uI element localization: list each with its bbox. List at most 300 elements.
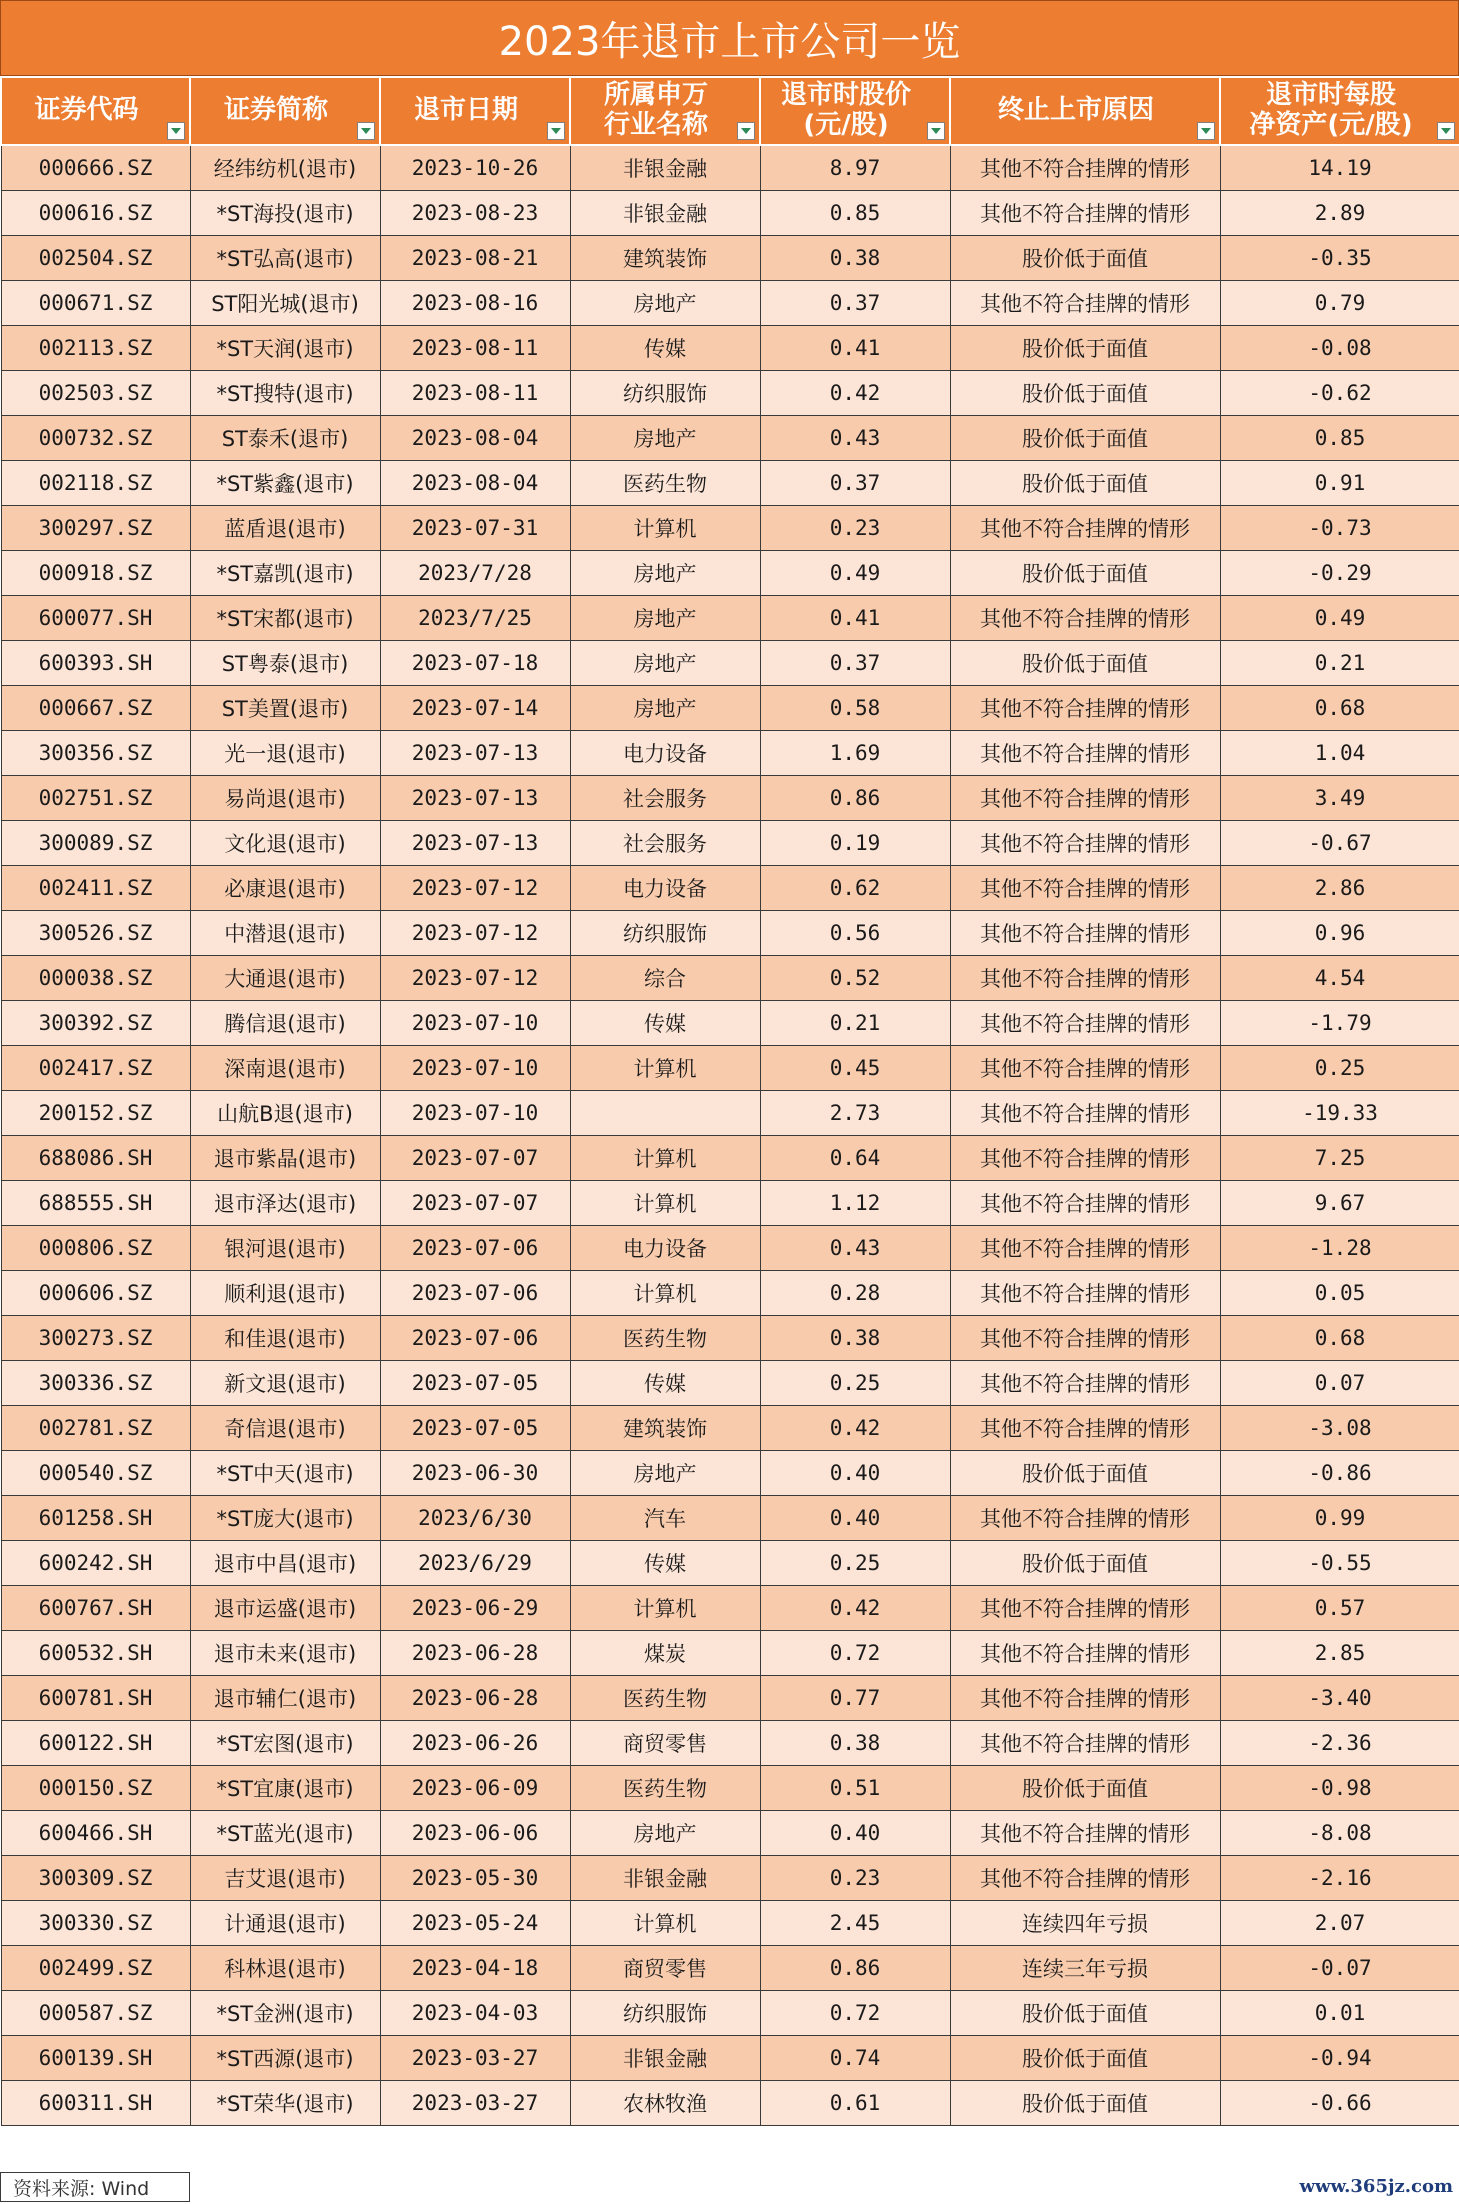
- table-cell[interactable]: 200152.SZ: [1, 1091, 190, 1136]
- table-cell[interactable]: 汽车: [570, 1496, 760, 1541]
- table-cell[interactable]: 0.40: [760, 1496, 950, 1541]
- table-cell[interactable]: 股价低于面值: [950, 461, 1220, 506]
- table-cell[interactable]: *ST蓝光(退市): [190, 1811, 380, 1856]
- table-cell[interactable]: 600393.SH: [1, 641, 190, 686]
- table-cell[interactable]: 0.99: [1220, 1496, 1459, 1541]
- table-cell[interactable]: -0.08: [1220, 326, 1459, 371]
- table-cell[interactable]: 600122.SH: [1, 1721, 190, 1766]
- table-cell[interactable]: 688086.SH: [1, 1136, 190, 1181]
- table-cell[interactable]: 传媒: [570, 1361, 760, 1406]
- table-cell[interactable]: 0.05: [1220, 1271, 1459, 1316]
- table-cell[interactable]: 其他不符合挂牌的情形: [950, 281, 1220, 326]
- table-cell[interactable]: 0.38: [760, 1721, 950, 1766]
- table-cell[interactable]: 其他不符合挂牌的情形: [950, 776, 1220, 821]
- table-cell[interactable]: 非银金融: [570, 1856, 760, 1901]
- table-cell[interactable]: *ST弘高(退市): [190, 236, 380, 281]
- table-cell[interactable]: 000806.SZ: [1, 1226, 190, 1271]
- table-cell[interactable]: 连续四年亏损: [950, 1901, 1220, 1946]
- table-cell[interactable]: 2023/7/25: [380, 596, 570, 641]
- table-cell[interactable]: 其他不符合挂牌的情形: [950, 506, 1220, 551]
- table-cell[interactable]: 计通退(退市): [190, 1901, 380, 1946]
- table-cell[interactable]: 0.42: [760, 1586, 950, 1631]
- table-cell[interactable]: 2023-05-24: [380, 1901, 570, 1946]
- table-cell[interactable]: 600466.SH: [1, 1811, 190, 1856]
- table-cell[interactable]: 688555.SH: [1, 1181, 190, 1226]
- table-cell[interactable]: ST粤泰(退市): [190, 641, 380, 686]
- table-cell[interactable]: 0.57: [1220, 1586, 1459, 1631]
- table-cell[interactable]: 电力设备: [570, 866, 760, 911]
- table-cell[interactable]: -1.28: [1220, 1226, 1459, 1271]
- table-cell[interactable]: 0.51: [760, 1766, 950, 1811]
- table-cell[interactable]: 山航B退(退市): [190, 1091, 380, 1136]
- table-cell[interactable]: 计算机: [570, 506, 760, 551]
- table-cell[interactable]: -3.40: [1220, 1676, 1459, 1721]
- table-cell[interactable]: *ST金洲(退市): [190, 1991, 380, 2036]
- table-cell[interactable]: -1.79: [1220, 1001, 1459, 1046]
- table-cell[interactable]: 计算机: [570, 1271, 760, 1316]
- table-cell[interactable]: 0.86: [760, 776, 950, 821]
- table-cell[interactable]: 9.67: [1220, 1181, 1459, 1226]
- table-cell[interactable]: 2.86: [1220, 866, 1459, 911]
- filter-dropdown-icon[interactable]: [927, 122, 945, 140]
- table-cell[interactable]: 房地产: [570, 281, 760, 326]
- table-cell[interactable]: 1.12: [760, 1181, 950, 1226]
- table-cell[interactable]: 0.72: [760, 1631, 950, 1676]
- table-cell[interactable]: 0.43: [760, 1226, 950, 1271]
- table-cell[interactable]: 600242.SH: [1, 1541, 190, 1586]
- table-cell[interactable]: 600781.SH: [1, 1676, 190, 1721]
- table-cell[interactable]: 2023-07-13: [380, 731, 570, 776]
- table-cell[interactable]: 其他不符合挂牌的情形: [950, 145, 1220, 191]
- table-cell[interactable]: 2023-07-05: [380, 1406, 570, 1451]
- table-cell[interactable]: 300526.SZ: [1, 911, 190, 956]
- table-cell[interactable]: 商贸零售: [570, 1946, 760, 1991]
- table-cell[interactable]: 其他不符合挂牌的情形: [950, 1181, 1220, 1226]
- table-cell[interactable]: 0.86: [760, 1946, 950, 1991]
- table-cell[interactable]: 2.85: [1220, 1631, 1459, 1676]
- table-cell[interactable]: 000671.SZ: [1, 281, 190, 326]
- table-cell[interactable]: -0.73: [1220, 506, 1459, 551]
- table-cell[interactable]: 易尚退(退市): [190, 776, 380, 821]
- table-cell[interactable]: 0.21: [1220, 641, 1459, 686]
- table-cell[interactable]: -0.98: [1220, 1766, 1459, 1811]
- table-cell[interactable]: -0.07: [1220, 1946, 1459, 1991]
- table-cell[interactable]: 000732.SZ: [1, 416, 190, 461]
- table-cell[interactable]: -2.36: [1220, 1721, 1459, 1766]
- table-cell[interactable]: 股价低于面值: [950, 2081, 1220, 2126]
- table-cell[interactable]: 2023-07-06: [380, 1226, 570, 1271]
- table-cell[interactable]: 0.19: [760, 821, 950, 866]
- table-cell[interactable]: 其他不符合挂牌的情形: [950, 1406, 1220, 1451]
- table-cell[interactable]: 000666.SZ: [1, 145, 190, 191]
- table-cell[interactable]: 300297.SZ: [1, 506, 190, 551]
- table-cell[interactable]: 0.61: [760, 2081, 950, 2126]
- table-cell[interactable]: 股价低于面值: [950, 326, 1220, 371]
- table-cell[interactable]: 2023-07-13: [380, 821, 570, 866]
- table-cell[interactable]: 0.77: [760, 1676, 950, 1721]
- table-cell[interactable]: 300309.SZ: [1, 1856, 190, 1901]
- table-cell[interactable]: 000667.SZ: [1, 686, 190, 731]
- table-cell[interactable]: 8.97: [760, 145, 950, 191]
- table-cell[interactable]: 2023-08-04: [380, 461, 570, 506]
- table-cell[interactable]: 其他不符合挂牌的情形: [950, 1811, 1220, 1856]
- table-cell[interactable]: 股价低于面值: [950, 1541, 1220, 1586]
- table-cell[interactable]: 股价低于面值: [950, 1766, 1220, 1811]
- table-cell[interactable]: 股价低于面值: [950, 2036, 1220, 2081]
- table-cell[interactable]: 煤炭: [570, 1631, 760, 1676]
- table-cell[interactable]: 0.49: [760, 551, 950, 596]
- table-cell[interactable]: 2023-08-11: [380, 371, 570, 416]
- table-cell[interactable]: 2023-07-12: [380, 866, 570, 911]
- table-cell[interactable]: 2023-06-30: [380, 1451, 570, 1496]
- table-cell[interactable]: 其他不符合挂牌的情形: [950, 1586, 1220, 1631]
- table-cell[interactable]: 2023-07-14: [380, 686, 570, 731]
- table-cell[interactable]: 0.23: [760, 1856, 950, 1901]
- table-cell[interactable]: 2023-06-09: [380, 1766, 570, 1811]
- table-cell[interactable]: 经纬纺机(退市): [190, 145, 380, 191]
- table-cell[interactable]: 0.79: [1220, 281, 1459, 326]
- table-cell[interactable]: 房地产: [570, 686, 760, 731]
- table-cell[interactable]: 2023-07-07: [380, 1136, 570, 1181]
- table-cell[interactable]: *ST宏图(退市): [190, 1721, 380, 1766]
- table-cell[interactable]: 7.25: [1220, 1136, 1459, 1181]
- table-cell[interactable]: *ST搜特(退市): [190, 371, 380, 416]
- table-cell[interactable]: 002411.SZ: [1, 866, 190, 911]
- table-cell[interactable]: 退市未来(退市): [190, 1631, 380, 1676]
- table-cell[interactable]: *ST宋都(退市): [190, 596, 380, 641]
- table-cell[interactable]: 0.40: [760, 1811, 950, 1856]
- table-cell[interactable]: 其他不符合挂牌的情形: [950, 731, 1220, 776]
- table-cell[interactable]: 其他不符合挂牌的情形: [950, 1271, 1220, 1316]
- table-cell[interactable]: 3.49: [1220, 776, 1459, 821]
- table-cell[interactable]: 电力设备: [570, 1226, 760, 1271]
- table-cell[interactable]: 传媒: [570, 1541, 760, 1586]
- table-cell[interactable]: 2023-04-18: [380, 1946, 570, 1991]
- table-cell[interactable]: 计算机: [570, 1901, 760, 1946]
- table-cell[interactable]: 2023-04-03: [380, 1991, 570, 2036]
- table-cell[interactable]: 0.38: [760, 236, 950, 281]
- filter-dropdown-icon[interactable]: [547, 122, 565, 140]
- table-cell[interactable]: 0.72: [760, 1991, 950, 2036]
- table-cell[interactable]: 0.58: [760, 686, 950, 731]
- table-cell[interactable]: 建筑装饰: [570, 236, 760, 281]
- table-cell[interactable]: 文化退(退市): [190, 821, 380, 866]
- table-cell[interactable]: 其他不符合挂牌的情形: [950, 1856, 1220, 1901]
- table-cell[interactable]: 0.07: [1220, 1361, 1459, 1406]
- table-cell[interactable]: 0.42: [760, 371, 950, 416]
- table-cell[interactable]: 0.56: [760, 911, 950, 956]
- table-cell[interactable]: 0.25: [1220, 1046, 1459, 1091]
- table-cell[interactable]: 0.25: [760, 1541, 950, 1586]
- table-cell[interactable]: *ST宜康(退市): [190, 1766, 380, 1811]
- table-cell[interactable]: 计算机: [570, 1136, 760, 1181]
- table-cell[interactable]: 计算机: [570, 1181, 760, 1226]
- table-cell[interactable]: 电力设备: [570, 731, 760, 776]
- table-cell[interactable]: *ST紫鑫(退市): [190, 461, 380, 506]
- table-cell[interactable]: 2023-03-27: [380, 2081, 570, 2126]
- table-cell[interactable]: 其他不符合挂牌的情形: [950, 191, 1220, 236]
- table-cell[interactable]: 0.49: [1220, 596, 1459, 641]
- table-cell[interactable]: 4.54: [1220, 956, 1459, 1001]
- table-cell[interactable]: 房地产: [570, 1811, 760, 1856]
- table-cell[interactable]: 002118.SZ: [1, 461, 190, 506]
- table-cell[interactable]: 房地产: [570, 551, 760, 596]
- table-cell[interactable]: 300356.SZ: [1, 731, 190, 776]
- table-cell[interactable]: 0.74: [760, 2036, 950, 2081]
- table-cell[interactable]: 房地产: [570, 1451, 760, 1496]
- table-cell[interactable]: 0.68: [1220, 686, 1459, 731]
- table-cell[interactable]: 2023/6/30: [380, 1496, 570, 1541]
- table-cell[interactable]: 必康退(退市): [190, 866, 380, 911]
- filter-dropdown-icon[interactable]: [167, 122, 185, 140]
- table-cell[interactable]: -8.08: [1220, 1811, 1459, 1856]
- table-cell[interactable]: -0.86: [1220, 1451, 1459, 1496]
- table-cell[interactable]: 综合: [570, 956, 760, 1001]
- table-cell[interactable]: 股价低于面值: [950, 236, 1220, 281]
- table-cell[interactable]: 600077.SH: [1, 596, 190, 641]
- table-cell[interactable]: 2023-07-10: [380, 1091, 570, 1136]
- table-cell[interactable]: 其他不符合挂牌的情形: [950, 686, 1220, 731]
- table-cell[interactable]: 2023-07-10: [380, 1046, 570, 1091]
- table-cell[interactable]: 2023-07-10: [380, 1001, 570, 1046]
- table-cell[interactable]: 600767.SH: [1, 1586, 190, 1631]
- table-cell[interactable]: 300330.SZ: [1, 1901, 190, 1946]
- table-cell[interactable]: -0.55: [1220, 1541, 1459, 1586]
- table-cell[interactable]: 其他不符合挂牌的情形: [950, 1721, 1220, 1766]
- table-cell[interactable]: *ST嘉凯(退市): [190, 551, 380, 596]
- table-cell[interactable]: 退市泽达(退市): [190, 1181, 380, 1226]
- table-cell[interactable]: 2023/6/29: [380, 1541, 570, 1586]
- table-cell[interactable]: *ST庞大(退市): [190, 1496, 380, 1541]
- table-cell[interactable]: 非银金融: [570, 191, 760, 236]
- table-cell[interactable]: 2023-06-26: [380, 1721, 570, 1766]
- table-cell[interactable]: 0.62: [760, 866, 950, 911]
- table-cell[interactable]: 0.45: [760, 1046, 950, 1091]
- table-cell[interactable]: 其他不符合挂牌的情形: [950, 596, 1220, 641]
- table-cell[interactable]: 银河退(退市): [190, 1226, 380, 1271]
- table-cell[interactable]: 002751.SZ: [1, 776, 190, 821]
- table-cell[interactable]: 0.37: [760, 641, 950, 686]
- table-cell[interactable]: 计算机: [570, 1586, 760, 1631]
- table-cell[interactable]: 002503.SZ: [1, 371, 190, 416]
- table-cell[interactable]: -0.62: [1220, 371, 1459, 416]
- table-cell[interactable]: 2023-06-29: [380, 1586, 570, 1631]
- table-cell[interactable]: 其他不符合挂牌的情形: [950, 1361, 1220, 1406]
- table-cell[interactable]: ST阳光城(退市): [190, 281, 380, 326]
- table-cell[interactable]: 退市紫晶(退市): [190, 1136, 380, 1181]
- table-cell[interactable]: 2023-07-06: [380, 1271, 570, 1316]
- table-cell[interactable]: 0.85: [760, 191, 950, 236]
- table-cell[interactable]: 2.45: [760, 1901, 950, 1946]
- table-cell[interactable]: 商贸零售: [570, 1721, 760, 1766]
- table-cell[interactable]: 2023-07-07: [380, 1181, 570, 1226]
- table-cell[interactable]: 002417.SZ: [1, 1046, 190, 1091]
- table-cell[interactable]: 股价低于面值: [950, 1991, 1220, 2036]
- table-cell[interactable]: 2023-10-26: [380, 145, 570, 191]
- table-cell[interactable]: 2.89: [1220, 191, 1459, 236]
- table-cell[interactable]: 0.37: [760, 281, 950, 326]
- table-cell[interactable]: 300089.SZ: [1, 821, 190, 866]
- table-cell[interactable]: 新文退(退市): [190, 1361, 380, 1406]
- table-cell[interactable]: 光一退(退市): [190, 731, 380, 776]
- table-cell[interactable]: 600532.SH: [1, 1631, 190, 1676]
- table-cell[interactable]: -19.33: [1220, 1091, 1459, 1136]
- table-cell[interactable]: 大通退(退市): [190, 956, 380, 1001]
- table-cell[interactable]: 传媒: [570, 1001, 760, 1046]
- table-cell[interactable]: 股价低于面值: [950, 551, 1220, 596]
- table-cell[interactable]: 600311.SH: [1, 2081, 190, 2126]
- table-cell[interactable]: 退市中昌(退市): [190, 1541, 380, 1586]
- table-cell[interactable]: *ST西源(退市): [190, 2036, 380, 2081]
- table-cell[interactable]: 中潜退(退市): [190, 911, 380, 956]
- table-cell[interactable]: 002504.SZ: [1, 236, 190, 281]
- table-cell[interactable]: 000540.SZ: [1, 1451, 190, 1496]
- table-cell[interactable]: 2023-07-05: [380, 1361, 570, 1406]
- table-cell[interactable]: ST美置(退市): [190, 686, 380, 731]
- table-cell[interactable]: 社会服务: [570, 821, 760, 866]
- table-cell[interactable]: 2023-08-23: [380, 191, 570, 236]
- table-cell[interactable]: 社会服务: [570, 776, 760, 821]
- table-cell[interactable]: 1.04: [1220, 731, 1459, 776]
- filter-dropdown-icon[interactable]: [357, 122, 375, 140]
- table-cell[interactable]: 连续三年亏损: [950, 1946, 1220, 1991]
- table-cell[interactable]: 0.37: [760, 461, 950, 506]
- table-cell[interactable]: 000918.SZ: [1, 551, 190, 596]
- table-cell[interactable]: -0.29: [1220, 551, 1459, 596]
- table-cell[interactable]: 0.25: [760, 1361, 950, 1406]
- table-cell[interactable]: 0.21: [760, 1001, 950, 1046]
- table-cell[interactable]: -0.67: [1220, 821, 1459, 866]
- table-cell[interactable]: 000587.SZ: [1, 1991, 190, 2036]
- table-cell[interactable]: 300273.SZ: [1, 1316, 190, 1361]
- table-cell[interactable]: 000038.SZ: [1, 956, 190, 1001]
- table-cell[interactable]: 2023-06-06: [380, 1811, 570, 1856]
- table-cell[interactable]: 002113.SZ: [1, 326, 190, 371]
- table-cell[interactable]: 其他不符合挂牌的情形: [950, 1001, 1220, 1046]
- table-cell[interactable]: 其他不符合挂牌的情形: [950, 1316, 1220, 1361]
- table-cell[interactable]: 退市辅仁(退市): [190, 1676, 380, 1721]
- table-cell[interactable]: 非银金融: [570, 145, 760, 191]
- table-cell[interactable]: 0.41: [760, 326, 950, 371]
- table-cell[interactable]: 0.40: [760, 1451, 950, 1496]
- table-cell[interactable]: 2023-08-16: [380, 281, 570, 326]
- table-cell[interactable]: 其他不符合挂牌的情形: [950, 1631, 1220, 1676]
- table-cell[interactable]: *ST天润(退市): [190, 326, 380, 371]
- table-cell[interactable]: 0.68: [1220, 1316, 1459, 1361]
- table-cell[interactable]: *ST海投(退市): [190, 191, 380, 236]
- table-cell[interactable]: 002781.SZ: [1, 1406, 190, 1451]
- table-cell[interactable]: *ST荣华(退市): [190, 2081, 380, 2126]
- table-cell[interactable]: 股价低于面值: [950, 641, 1220, 686]
- table-cell[interactable]: 医药生物: [570, 1316, 760, 1361]
- table-cell[interactable]: 腾信退(退市): [190, 1001, 380, 1046]
- table-cell[interactable]: 顺利退(退市): [190, 1271, 380, 1316]
- table-cell[interactable]: 0.23: [760, 506, 950, 551]
- table-cell[interactable]: 2023/7/28: [380, 551, 570, 596]
- table-cell[interactable]: 其他不符合挂牌的情形: [950, 911, 1220, 956]
- table-cell[interactable]: 医药生物: [570, 461, 760, 506]
- table-cell[interactable]: 0.41: [760, 596, 950, 641]
- table-cell[interactable]: 房地产: [570, 416, 760, 461]
- table-cell[interactable]: 其他不符合挂牌的情形: [950, 1091, 1220, 1136]
- table-cell[interactable]: 0.43: [760, 416, 950, 461]
- table-cell[interactable]: 计算机: [570, 1046, 760, 1091]
- table-cell[interactable]: 2023-08-04: [380, 416, 570, 461]
- table-cell[interactable]: 600139.SH: [1, 2036, 190, 2081]
- table-cell[interactable]: 医药生物: [570, 1766, 760, 1811]
- table-cell[interactable]: 000616.SZ: [1, 191, 190, 236]
- table-cell[interactable]: 建筑装饰: [570, 1406, 760, 1451]
- table-cell[interactable]: 2023-05-30: [380, 1856, 570, 1901]
- table-cell[interactable]: 传媒: [570, 326, 760, 371]
- table-cell[interactable]: 和佳退(退市): [190, 1316, 380, 1361]
- table-cell[interactable]: 股价低于面值: [950, 416, 1220, 461]
- table-cell[interactable]: 深南退(退市): [190, 1046, 380, 1091]
- table-cell[interactable]: 2.07: [1220, 1901, 1459, 1946]
- table-cell[interactable]: 300336.SZ: [1, 1361, 190, 1406]
- table-cell[interactable]: 2023-03-27: [380, 2036, 570, 2081]
- table-cell[interactable]: 2023-06-28: [380, 1631, 570, 1676]
- table-cell[interactable]: 2023-07-31: [380, 506, 570, 551]
- table-cell[interactable]: 300392.SZ: [1, 1001, 190, 1046]
- table-cell[interactable]: 纺织服饰: [570, 1991, 760, 2036]
- table-cell[interactable]: 蓝盾退(退市): [190, 506, 380, 551]
- table-cell[interactable]: -0.66: [1220, 2081, 1459, 2126]
- table-cell[interactable]: 0.28: [760, 1271, 950, 1316]
- table-cell[interactable]: 2023-07-06: [380, 1316, 570, 1361]
- table-cell[interactable]: -2.16: [1220, 1856, 1459, 1901]
- table-cell[interactable]: 其他不符合挂牌的情形: [950, 1676, 1220, 1721]
- table-cell[interactable]: 其他不符合挂牌的情形: [950, 1496, 1220, 1541]
- table-cell[interactable]: 非银金融: [570, 2036, 760, 2081]
- table-cell[interactable]: 股价低于面值: [950, 371, 1220, 416]
- filter-dropdown-icon[interactable]: [1197, 122, 1215, 140]
- table-cell[interactable]: 科林退(退市): [190, 1946, 380, 1991]
- table-cell[interactable]: 0.91: [1220, 461, 1459, 506]
- table-cell[interactable]: 0.42: [760, 1406, 950, 1451]
- table-cell[interactable]: 0.96: [1220, 911, 1459, 956]
- table-cell[interactable]: 其他不符合挂牌的情形: [950, 956, 1220, 1001]
- table-cell[interactable]: 000606.SZ: [1, 1271, 190, 1316]
- table-cell[interactable]: 0.38: [760, 1316, 950, 1361]
- table-cell[interactable]: 2023-07-13: [380, 776, 570, 821]
- table-cell[interactable]: 2023-07-18: [380, 641, 570, 686]
- table-cell[interactable]: 0.52: [760, 956, 950, 1001]
- table-cell[interactable]: 0.01: [1220, 1991, 1459, 2036]
- table-cell[interactable]: -3.08: [1220, 1406, 1459, 1451]
- table-cell[interactable]: 奇信退(退市): [190, 1406, 380, 1451]
- table-cell[interactable]: 退市运盛(退市): [190, 1586, 380, 1631]
- table-cell[interactable]: ST泰禾(退市): [190, 416, 380, 461]
- table-cell[interactable]: 吉艾退(退市): [190, 1856, 380, 1901]
- table-cell[interactable]: -0.35: [1220, 236, 1459, 281]
- table-cell[interactable]: 其他不符合挂牌的情形: [950, 1226, 1220, 1271]
- filter-dropdown-icon[interactable]: [737, 122, 755, 140]
- table-cell[interactable]: 其他不符合挂牌的情形: [950, 1136, 1220, 1181]
- table-cell[interactable]: 0.64: [760, 1136, 950, 1181]
- table-cell[interactable]: 2023-07-12: [380, 911, 570, 956]
- table-cell[interactable]: 农林牧渔: [570, 2081, 760, 2126]
- table-cell[interactable]: 其他不符合挂牌的情形: [950, 866, 1220, 911]
- table-cell[interactable]: 601258.SH: [1, 1496, 190, 1541]
- table-cell[interactable]: 纺织服饰: [570, 911, 760, 956]
- table-cell[interactable]: 0.85: [1220, 416, 1459, 461]
- table-cell[interactable]: 000150.SZ: [1, 1766, 190, 1811]
- table-cell[interactable]: 医药生物: [570, 1676, 760, 1721]
- table-cell[interactable]: 其他不符合挂牌的情形: [950, 821, 1220, 866]
- table-cell[interactable]: 纺织服饰: [570, 371, 760, 416]
- table-cell[interactable]: 2.73: [760, 1091, 950, 1136]
